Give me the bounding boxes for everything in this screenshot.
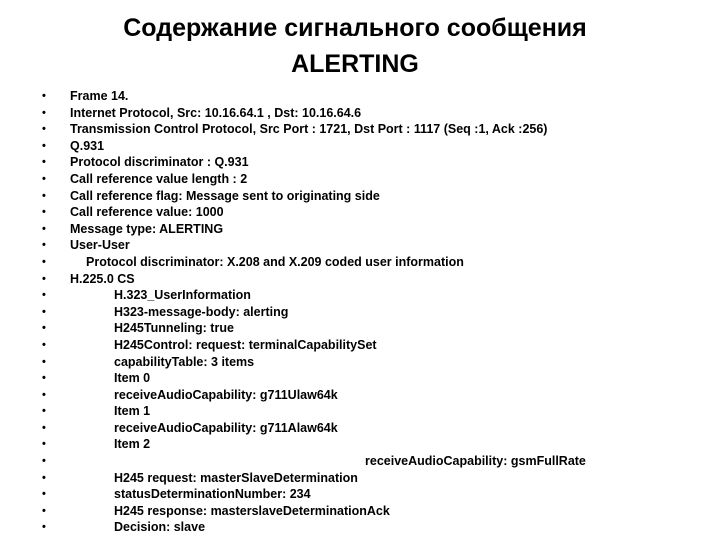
- bullet-item: [0, 420, 720, 437]
- bullet-icon: •: [42, 504, 46, 517]
- bullet-list: [0, 88, 720, 536]
- bullet-text: receiveAudioCapability: gsmFullRate: [365, 454, 586, 469]
- slide-title: [0, 10, 710, 82]
- bullet-text: receiveAudioCapability: g711Alaw64k: [114, 420, 338, 435]
- bullet-item: [0, 403, 720, 420]
- bullet-item: [0, 470, 720, 487]
- bullet-item: [0, 237, 720, 254]
- slide-title-line-1: Содержание сигнального сообщения: [123, 14, 587, 42]
- bullet-item: [0, 188, 720, 205]
- bullet-item: [0, 387, 720, 404]
- bullet-text: Protocol discriminator: X.208 and X.209 coded user information: [86, 254, 464, 269]
- bullet-text: Call reference value: 1000: [70, 205, 224, 220]
- bullet-item: [0, 221, 720, 238]
- bullet-item: [0, 436, 720, 453]
- bullet-icon: •: [42, 455, 46, 468]
- bullet-icon: •: [42, 106, 46, 119]
- bullet-icon: •: [42, 421, 46, 434]
- bullet-item: [0, 503, 720, 520]
- bullet-icon: •: [42, 255, 46, 268]
- bullet-item: [0, 370, 720, 387]
- bullet-text: H245Tunneling: true: [114, 321, 234, 336]
- bullet-icon: •: [42, 388, 46, 401]
- bullet-text: Transmission Control Protocol, Src Port : 1721, Dst Port : 1117 (Seq :1, Ack :256): [70, 122, 548, 137]
- bullet-item: [0, 171, 720, 188]
- bullet-text: Call reference value length : 2: [70, 171, 248, 186]
- bullet-text: Q.931: [70, 138, 105, 153]
- bullet-icon: •: [42, 305, 46, 318]
- bullet-item: [0, 138, 720, 155]
- bullet-item: [0, 204, 720, 221]
- bullet-item: [0, 254, 720, 271]
- bullet-item: [0, 271, 720, 288]
- bullet-item: [0, 519, 720, 536]
- bullet-text: Message type: ALERTING: [70, 221, 224, 236]
- bullet-icon: •: [42, 338, 46, 351]
- bullet-item: [0, 453, 720, 470]
- bullet-icon: •: [42, 123, 46, 136]
- bullet-icon: •: [42, 239, 46, 252]
- bullet-text: H245Control: request: terminalCapabilitySet: [114, 337, 377, 352]
- bullet-icon: •: [42, 172, 46, 185]
- bullet-text: Internet Protocol, Src: 10.16.64.1 , Dst: 10.16.64.6: [70, 105, 362, 120]
- bullet-icon: •: [42, 438, 46, 451]
- bullet-icon: •: [42, 90, 46, 102]
- bullet-icon: •: [42, 488, 46, 501]
- bullet-icon: •: [42, 372, 46, 385]
- bullet-text: Frame 14.: [70, 89, 129, 103]
- bullet-text: receiveAudioCapability: g711Ulaw64k: [114, 387, 338, 402]
- bullet-text: H.225.0 CS: [70, 271, 135, 286]
- bullet-text: H.323_UserInformation: [114, 288, 251, 303]
- slide-title-line-2: ALERTING: [291, 50, 419, 78]
- bullet-text: H245 response: masterslaveDeterminationAck: [114, 503, 390, 518]
- bullet-item: [0, 486, 720, 503]
- bullet-text: Call reference flag: Message sent to originating side: [70, 188, 380, 203]
- bullet-text: capabilityTable: 3 items: [114, 354, 255, 369]
- bullet-text: Item 1: [114, 404, 151, 419]
- bullet-text: Item 0: [114, 371, 151, 386]
- bullet-item: [0, 287, 720, 304]
- bullet-item: [0, 320, 720, 337]
- bullet-icon: •: [42, 272, 46, 285]
- bullet-icon: •: [42, 139, 46, 152]
- bullet-item: [0, 304, 720, 321]
- bullet-icon: •: [42, 222, 46, 235]
- bullet-icon: •: [42, 521, 46, 534]
- bullet-icon: •: [42, 471, 46, 484]
- bullet-item: [0, 154, 720, 171]
- bullet-text: Protocol discriminator : Q.931: [70, 155, 249, 170]
- bullet-item: [0, 88, 720, 105]
- bullet-icon: •: [42, 289, 46, 302]
- bullet-item: [0, 337, 720, 354]
- bullet-text: H245 request: masterSlaveDetermination: [114, 470, 358, 485]
- bullet-icon: •: [42, 156, 46, 169]
- bullet-text: Decision: slave: [114, 520, 206, 535]
- bullet-icon: •: [42, 405, 46, 418]
- bullet-icon: •: [42, 189, 46, 202]
- bullet-text: statusDeterminationNumber: 234: [114, 487, 311, 502]
- bullet-item: [0, 354, 720, 371]
- bullet-text: H323-message-body: alerting: [114, 304, 289, 319]
- bullet-icon: •: [42, 206, 46, 219]
- bullet-icon: •: [42, 355, 46, 368]
- bullet-text: Item 2: [114, 437, 151, 452]
- bullet-text: User-User: [70, 238, 130, 253]
- bullet-icon: •: [42, 322, 46, 335]
- bullet-item: [0, 121, 720, 138]
- bullet-item: [0, 105, 720, 122]
